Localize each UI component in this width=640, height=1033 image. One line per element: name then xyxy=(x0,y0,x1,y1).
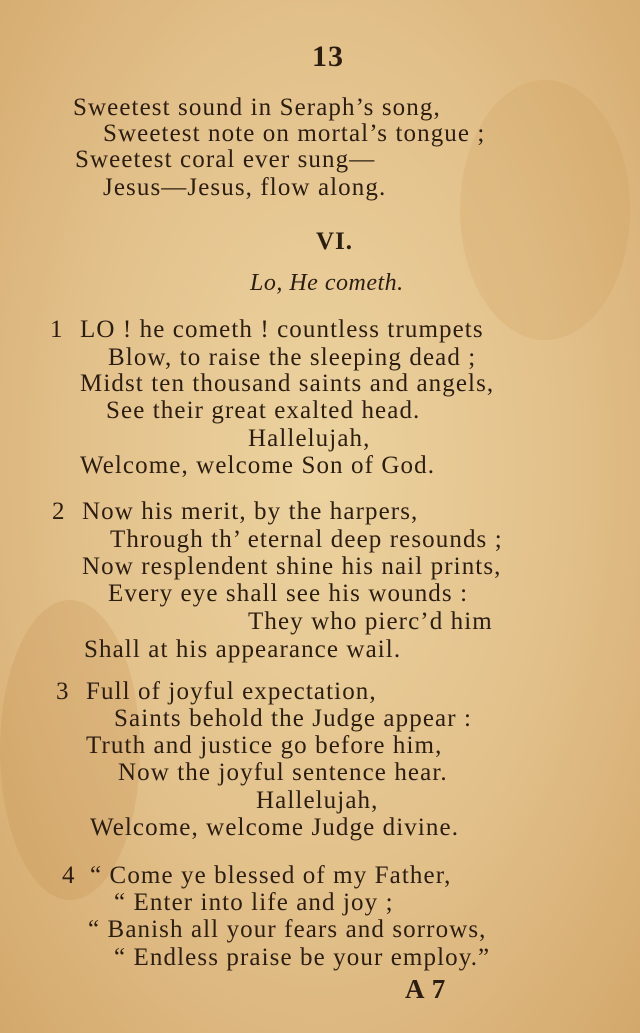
verse-line: Truth and justice go before him, xyxy=(86,732,443,759)
hymn-number: VI. xyxy=(316,228,354,255)
verse-line: Welcome, welcome Son of God. xyxy=(80,452,436,479)
verse-line: Sweetest note on mortal’s tongue ; xyxy=(103,120,486,147)
verse-line: They who pierc’d him xyxy=(248,608,493,635)
verse-number: 2 xyxy=(52,498,65,525)
verse-line: See their great exalted head. xyxy=(106,397,421,424)
verse-line: Hallelujah, xyxy=(256,787,379,814)
verse-line: LO ! he cometh ! countless trumpets xyxy=(80,316,484,343)
page-number: 13 xyxy=(312,40,344,73)
verse-line: Every eye shall see his wounds : xyxy=(108,580,469,607)
verse-line: Saints behold the Judge appear : xyxy=(114,705,473,732)
verse-line: Sweetest sound in Seraph’s song, xyxy=(73,94,441,121)
verse-line: Now the joyful sentence hear. xyxy=(118,759,448,786)
hymn-title: Lo, He cometh. xyxy=(250,270,404,296)
verse-line: Welcome, welcome Judge divine. xyxy=(90,814,460,841)
verse-line: “ Banish all your fears and sorrows, xyxy=(88,916,487,943)
verse-line: Now resplendent shine his nail prints, xyxy=(82,553,502,580)
signature-mark: A 7 xyxy=(405,974,447,1004)
verse-line: “ Come ye blessed of my Father, xyxy=(90,862,452,889)
verse-line: Sweetest coral ever sung— xyxy=(75,146,376,173)
verse-number: 1 xyxy=(50,316,63,343)
verse-line: Through th’ eternal deep resounds ; xyxy=(110,526,503,553)
verse-line: Midst ten thousand saints and angels, xyxy=(80,370,495,397)
paper-stain xyxy=(460,80,630,340)
verse-line: Hallelujah, xyxy=(248,425,371,452)
verse-number: 4 xyxy=(62,862,75,889)
verse-line: Jesus—Jesus, flow along. xyxy=(103,174,387,201)
verse-line: Blow, to raise the sleeping dead ; xyxy=(108,344,477,371)
verse-line: “ Enter into life and joy ; xyxy=(114,889,394,916)
verse-number: 3 xyxy=(56,678,69,705)
verse-line: Full of joyful expectation, xyxy=(86,678,377,705)
verse-line: “ Endless praise be your employ.” xyxy=(114,944,491,971)
verse-line: Now his merit, by the harpers, xyxy=(82,498,419,525)
verse-line: Shall at his appearance wail. xyxy=(84,636,402,663)
